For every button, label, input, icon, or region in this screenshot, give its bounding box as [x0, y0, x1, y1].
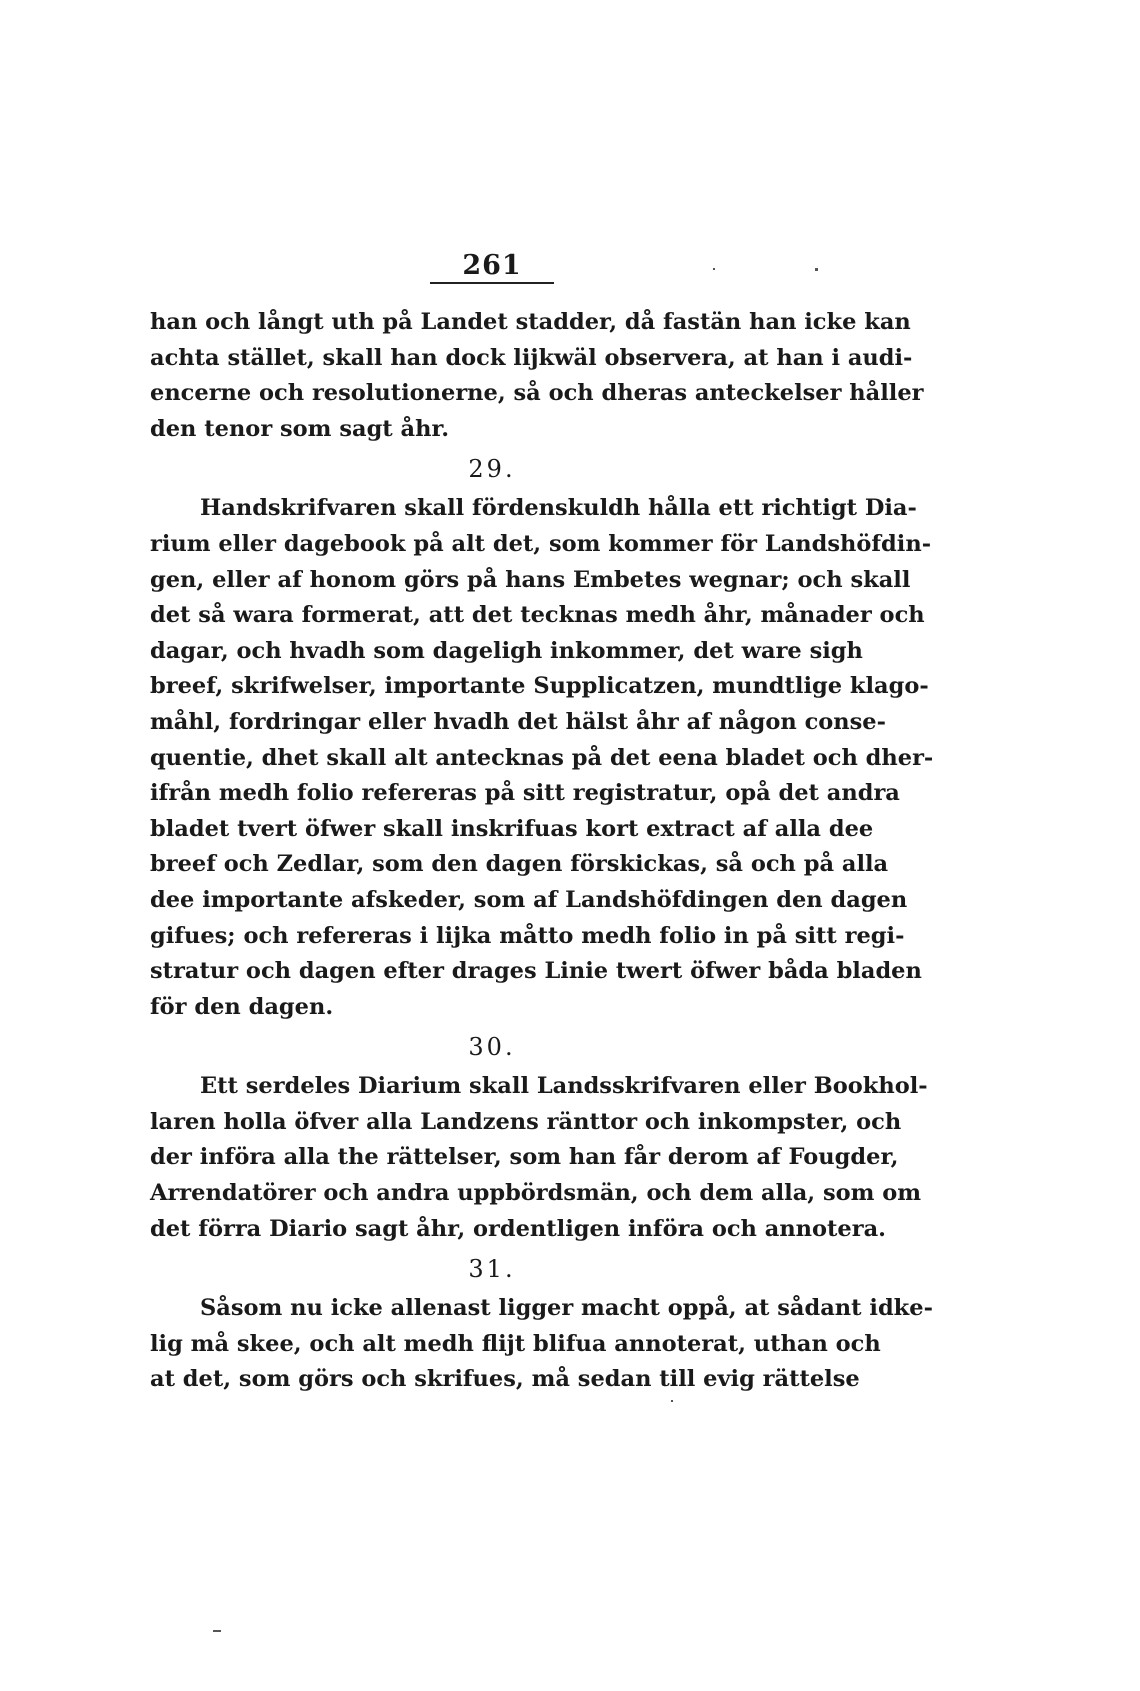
text-line: dee importante afskeder, som af Landshöfdingen den dagen [150, 886, 908, 913]
text-line: at det, som görs och skrifues, må sedan till evig rättelse [150, 1366, 860, 1393]
text-line: encerne och resolutionerne, så och dheras anteckelser håller [150, 380, 924, 407]
text-line: achta stället, skall han dock lijkwäl observera, at han i audi- [150, 344, 913, 371]
scan-speck [213, 1630, 221, 1632]
text-line: för den dagen. [150, 993, 334, 1020]
section-30-paragraph [150, 1069, 928, 1247]
text-line: der införa alla the rättelser, som han får derom af Fougder, [150, 1144, 899, 1171]
text-line: Handskrifvaren skall fördenskuldh hålla ett richtigt Dia- [200, 495, 917, 522]
section-number-30: 30. [468, 1033, 516, 1062]
text-line: Ett serdeles Diarium skall Landsskrifvaren eller Bookhol- [200, 1073, 928, 1100]
section-number-31: 31. [468, 1255, 516, 1284]
text-line: Såsom nu icke allenast ligger macht oppå, at sådant idke- [200, 1295, 933, 1322]
text-line: bladet tvert öfwer skall inskrifuas kort extract af alla dee [150, 815, 874, 842]
page-number: 261 [462, 250, 522, 281]
text-line: måhl, fordringar eller hvadh det hälst åhr af någon conse- [150, 708, 886, 735]
text-line: gen, eller af honom görs på hans Embetes wegnar; och skall [150, 566, 911, 593]
text-line: Arrendatörer och andra uppbördsmän, och dem alla, som om [150, 1180, 922, 1207]
text-line: ifrån medh folio refereras på sitt registratur, opå det andra [150, 780, 900, 807]
text-line: lig må skee, och alt medh flijt blifua annoterat, uthan och [150, 1330, 881, 1357]
scan-speck [671, 1400, 673, 1402]
opening-paragraph [150, 305, 924, 447]
scan-speck [713, 268, 715, 270]
body-text [150, 305, 934, 1398]
text-line: rium eller dagebook på alt det, som kommer för Landshöfdin- [150, 530, 932, 557]
text-line: det så wara formerat, att det tecknas medh åhr, månader och [150, 602, 925, 629]
text-line: stratur och dagen efter drages Linie twert öfwer båda bladen [150, 958, 922, 985]
text-line: det förra Diario sagt åhr, ordentligen införa och annotera. [150, 1215, 887, 1242]
text-line: quentie, dhet skall alt antecknas på det eena bladet och dher- [150, 744, 934, 771]
section-number-29: 29. [468, 455, 516, 484]
text-line: breef, skrifwelser, importante Supplicatzen, mundtlige klago- [150, 673, 929, 700]
section-29-paragraph [150, 491, 934, 1025]
text-line: laren holla öfver alla Landzens ränttor och inkompster, och [150, 1108, 902, 1135]
text-line: gifues; och refereras i lijka måtto medh folio in på sitt regi- [150, 922, 905, 949]
scan-speck [815, 268, 818, 271]
text-line: den tenor som sagt åhr. [150, 415, 450, 442]
text-line: breef och Zedlar, som den dagen förskickas, så och på alla [150, 851, 889, 878]
text-line: dagar, och hvadh som dageligh inkommer, det ware sigh [150, 637, 863, 664]
text-line: han och långt uth på Landet stadder, då fastän han icke kan [150, 309, 911, 335]
section-31-paragraph [150, 1291, 933, 1398]
header-rule [430, 282, 554, 284]
